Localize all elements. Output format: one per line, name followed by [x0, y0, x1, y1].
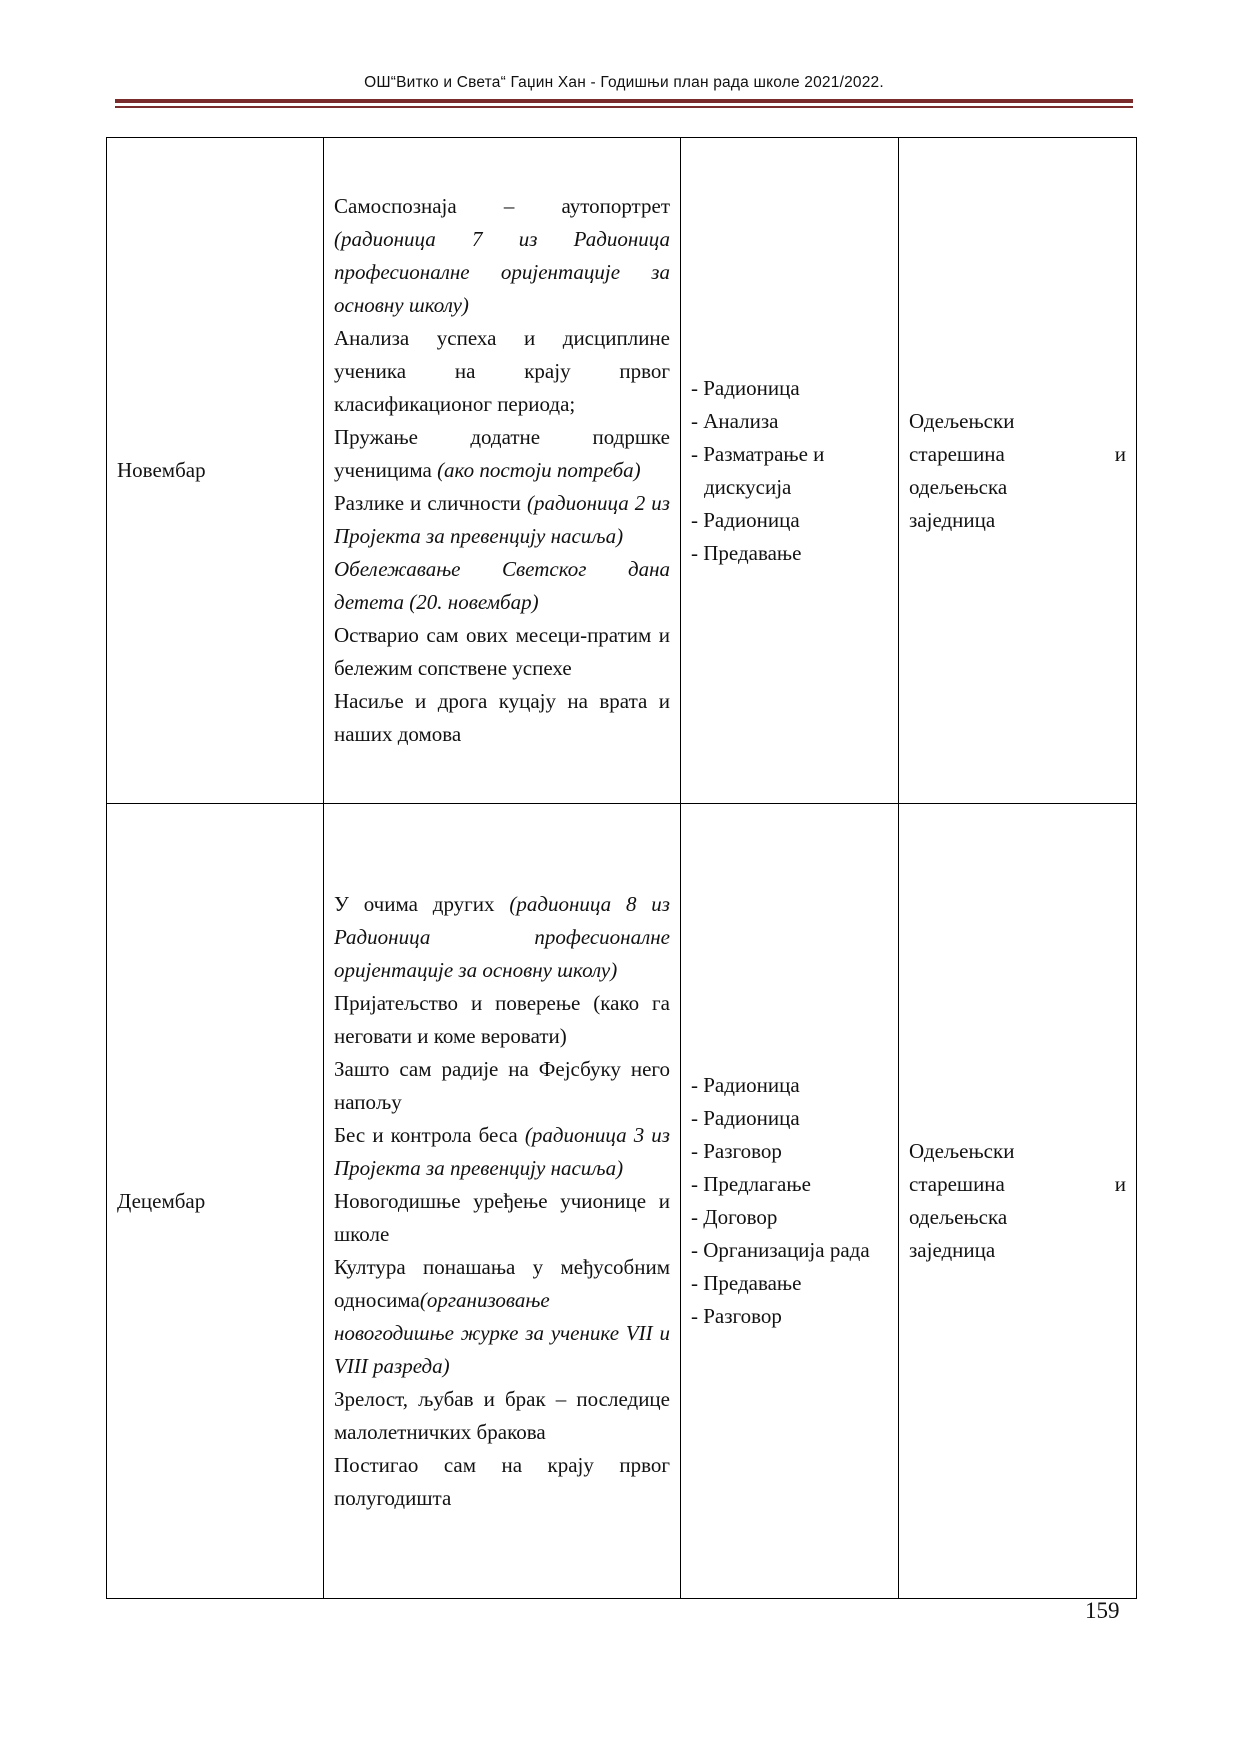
- methods-cell: [681, 804, 899, 1599]
- page-number: 159: [1085, 1598, 1120, 1623]
- responsible-line: [909, 1135, 1126, 1168]
- method-item: - Разматрање и дискусија: [691, 438, 888, 504]
- responsible-cell: [899, 804, 1137, 1599]
- topic-item: [334, 190, 670, 322]
- method-item: - Радионица: [691, 372, 888, 405]
- responsible-line: [909, 1168, 1126, 1201]
- responsible-word: одељењска: [909, 1205, 1008, 1229]
- topic-item: [334, 1119, 670, 1185]
- topic-text: Култура понашања у међусобним односима: [334, 1254, 670, 1312]
- topic-text: Самоспознаја – аутопортрет: [334, 194, 670, 218]
- topic-text: Бес и контрола беса: [334, 1122, 525, 1147]
- responsible-word: старешина: [909, 441, 1005, 466]
- responsible-word: старешина: [909, 1172, 1005, 1196]
- table-row: [107, 804, 1137, 1599]
- methods-cell: [681, 138, 899, 804]
- method-item: - Разговор: [691, 1135, 888, 1168]
- topic-note: (радионица 2 из Пројекта за превенцију насиља): [334, 491, 670, 548]
- topic-item: [334, 1185, 670, 1251]
- page-header: ОШ“Витко и Света“ Гаџин Хан - Годишњи план рада школе 2021/2022.: [364, 74, 884, 91]
- topic-text: Постигао сам на крају првог полугодишта: [334, 1452, 670, 1510]
- method-item: - Радионица: [691, 1102, 888, 1135]
- responsible-word: одељењска: [909, 474, 1008, 499]
- topic-item: [334, 1449, 670, 1515]
- topic-item: [334, 421, 670, 487]
- topic-item: [334, 987, 670, 1053]
- topic-text: Остварио сам ових месеци-пратим и бележим сопствене успехе: [334, 623, 670, 680]
- method-item: - Предавање: [691, 1267, 888, 1300]
- method-item: - Анализа: [691, 405, 888, 438]
- topic-note: (радионица 8 из Радионица професионалне оријентације за основну школу): [334, 891, 671, 982]
- topic-item: [334, 1251, 670, 1383]
- responsible-word: и: [1114, 1172, 1126, 1196]
- topic-note: (радионица 7 из Радионица професионалне оријентације за основну школу): [334, 227, 670, 317]
- topics-cell: [324, 138, 681, 804]
- topic-item: [334, 888, 670, 987]
- topic-text: Новогодишње уређење учионице и школе: [334, 1188, 670, 1246]
- topic-note: (ако постоји потреба): [437, 458, 641, 482]
- topics-cell: [324, 804, 681, 1599]
- responsible-word: заједница: [909, 1238, 996, 1262]
- method-item: - Организација рада: [691, 1234, 888, 1267]
- method-item: - Радионица: [691, 1069, 888, 1102]
- method-item: - Предавање: [691, 537, 888, 570]
- table-row: [107, 138, 1137, 804]
- responsible-word: Одељењски: [909, 1139, 1015, 1163]
- responsible-cell: [899, 138, 1137, 804]
- topic-text: Анализа успеха и дисциплине ученика на крају првог класификационог периода;: [334, 326, 670, 416]
- month-cell: Новембар: [107, 138, 324, 804]
- topic-item: [334, 553, 670, 619]
- topic-text: Пријатељство и поверење (како га неговати и коме веровати): [334, 990, 670, 1048]
- topic-item: [334, 322, 670, 421]
- topic-note: (организовање новогодишње журке за ученике VII и VIII разреда): [334, 1287, 670, 1378]
- responsible-line: [909, 471, 1126, 504]
- topic-text: У очима других: [334, 891, 510, 916]
- topic-text: Пружање додатне подршке ученицима: [334, 425, 670, 482]
- topic-note: (радионица 3 из Пројекта за превенцију насиља): [334, 1122, 670, 1180]
- method-item: - Радионица: [691, 504, 888, 537]
- topic-item: [334, 685, 670, 751]
- header-rule-thin: [115, 106, 1133, 108]
- plan-table: [106, 137, 1137, 1599]
- responsible-word: и: [1114, 441, 1126, 466]
- method-item: - Договор: [691, 1201, 888, 1234]
- topic-item: [334, 619, 670, 685]
- topic-text: Зашто сам радије на Фејсбуку него напољу: [334, 1056, 670, 1114]
- responsible-line: [909, 405, 1126, 438]
- topic-item: [334, 1383, 670, 1449]
- topic-text: Насиље и дрога куцају на врата и наших домова: [334, 689, 670, 746]
- topic-note: Обележавање Светског дана детета (20. новембар): [334, 557, 670, 614]
- responsible-word: заједница: [909, 507, 996, 532]
- method-item: - Разговор: [691, 1300, 888, 1333]
- responsible-line: [909, 1234, 1126, 1267]
- responsible-word: Одељењски: [909, 408, 1015, 433]
- responsible-line: [909, 438, 1126, 471]
- month-cell: Децембар: [107, 804, 324, 1599]
- header-rule-thick: [115, 99, 1133, 103]
- topic-item: [334, 1053, 670, 1119]
- method-item: - Предлагање: [691, 1168, 888, 1201]
- topic-text: Разлике и сличности: [334, 491, 527, 515]
- topic-text: Зрелост, љубав и брак – последице малолетничких бракова: [334, 1386, 670, 1444]
- topic-item: [334, 487, 670, 553]
- responsible-line: [909, 1201, 1126, 1234]
- responsible-line: [909, 504, 1126, 537]
